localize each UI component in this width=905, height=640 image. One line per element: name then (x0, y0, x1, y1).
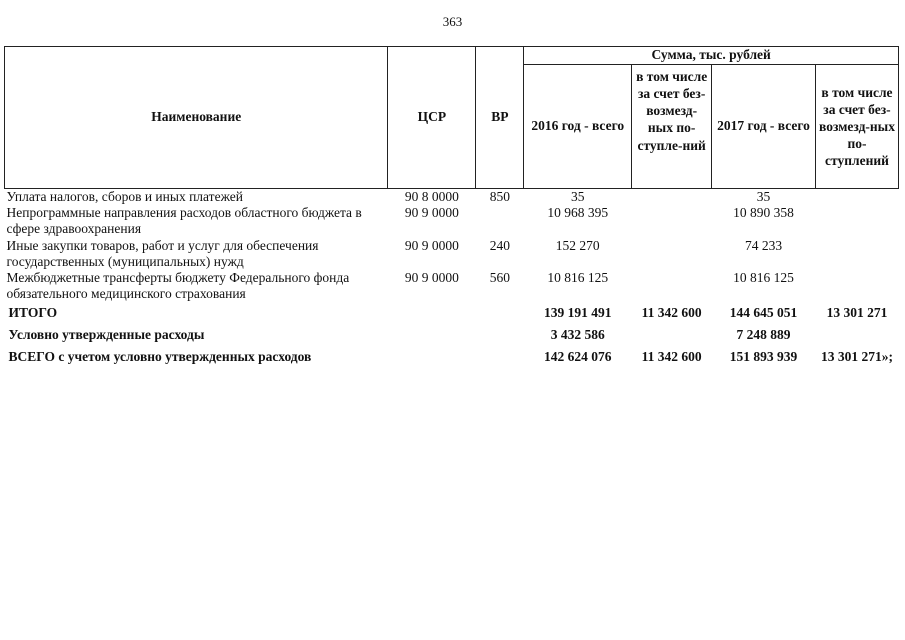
row-2016: 35 (570, 189, 585, 204)
total-2017: 144 645 051 (729, 305, 798, 321)
table-row (5, 238, 899, 270)
row-vr (476, 205, 524, 237)
total-2017: 7 248 889 (736, 327, 791, 343)
row-2017-free (815, 270, 898, 302)
total-2017-free: 13 301 271»; (820, 349, 893, 365)
total-2016: 142 624 076 (543, 349, 612, 365)
total-2016: 3 432 586 (550, 327, 605, 343)
total-row (5, 324, 899, 346)
row-2016: 10 816 125 (547, 269, 609, 285)
total-row (5, 346, 899, 368)
total-2017: 151 893 939 (729, 349, 798, 365)
header-2017-free: в том числе за счет без-возмезд-ных по-ступлений (815, 65, 898, 189)
total-2017-free: 13 301 271 (826, 305, 888, 321)
row-csr: 90 8 0000 (404, 189, 459, 204)
row-2017: 74 233 (744, 237, 783, 253)
row-2017-free (815, 189, 898, 206)
header-2016-free: в том числе за счет без-возмезд-ных по-ступле-ний (632, 65, 712, 189)
row-2016-free (632, 270, 712, 302)
row-name: Уплата налогов, сборов и иных платежей (6, 189, 243, 204)
table-row (5, 270, 899, 302)
row-2017: 10 890 358 (733, 205, 794, 221)
budget-table (4, 46, 899, 368)
row-2016-free (632, 205, 712, 237)
total-name: ВСЕГО с учетом условно утвержденных расходов (8, 349, 312, 365)
row-vr: 240 (489, 237, 510, 253)
header-2016-total: 2016 год - всего (524, 65, 632, 189)
row-2017-free (815, 238, 898, 270)
row-2017: 35 (756, 189, 771, 204)
header-2017-total: 2017 год - всего (712, 65, 816, 189)
total-name: ИТОГО (8, 305, 58, 321)
row-2017-free (815, 205, 898, 237)
row-name: Иные закупки товаров, работ и услуг для обеспечения государственных (муниципальных) нужд (6, 237, 319, 269)
row-2017: 10 816 125 (733, 269, 794, 285)
total-2016-free (632, 324, 712, 346)
table-row (5, 205, 899, 237)
row-2016-free (632, 238, 712, 270)
row-vr: 850 (489, 189, 510, 204)
row-2016: 10 968 395 (547, 205, 609, 221)
header-sum-title: Сумма, тыс. рублей (524, 47, 899, 65)
total-2016-free: 11 342 600 (641, 305, 702, 321)
row-name: Непрограммные направления расходов областного бюджета в сфере здравоохранения (6, 205, 362, 237)
total-2016: 139 191 491 (543, 305, 612, 321)
row-vr: 560 (489, 269, 510, 285)
total-name: Условно утвержденные расходы (8, 327, 205, 343)
header-vr: ВР (476, 47, 524, 189)
row-name: Межбюджетные трансферты бюджету Федерального фонда обязательного медицинского страхования (6, 269, 350, 302)
total-2016-free: 11 342 600 (641, 349, 702, 365)
header-name: Наименование (5, 47, 388, 189)
row-csr: 90 9 0000 (404, 269, 459, 285)
row-2016: 152 270 (555, 237, 600, 253)
page-number: 363 (442, 14, 463, 29)
header-csr: ЦСР (388, 47, 476, 189)
row-csr: 90 9 0000 (404, 205, 459, 221)
total-row (5, 302, 899, 324)
table-row (5, 189, 899, 206)
row-csr: 90 9 0000 (404, 237, 459, 253)
total-2017-free (815, 324, 898, 346)
row-2016-free (632, 189, 712, 206)
